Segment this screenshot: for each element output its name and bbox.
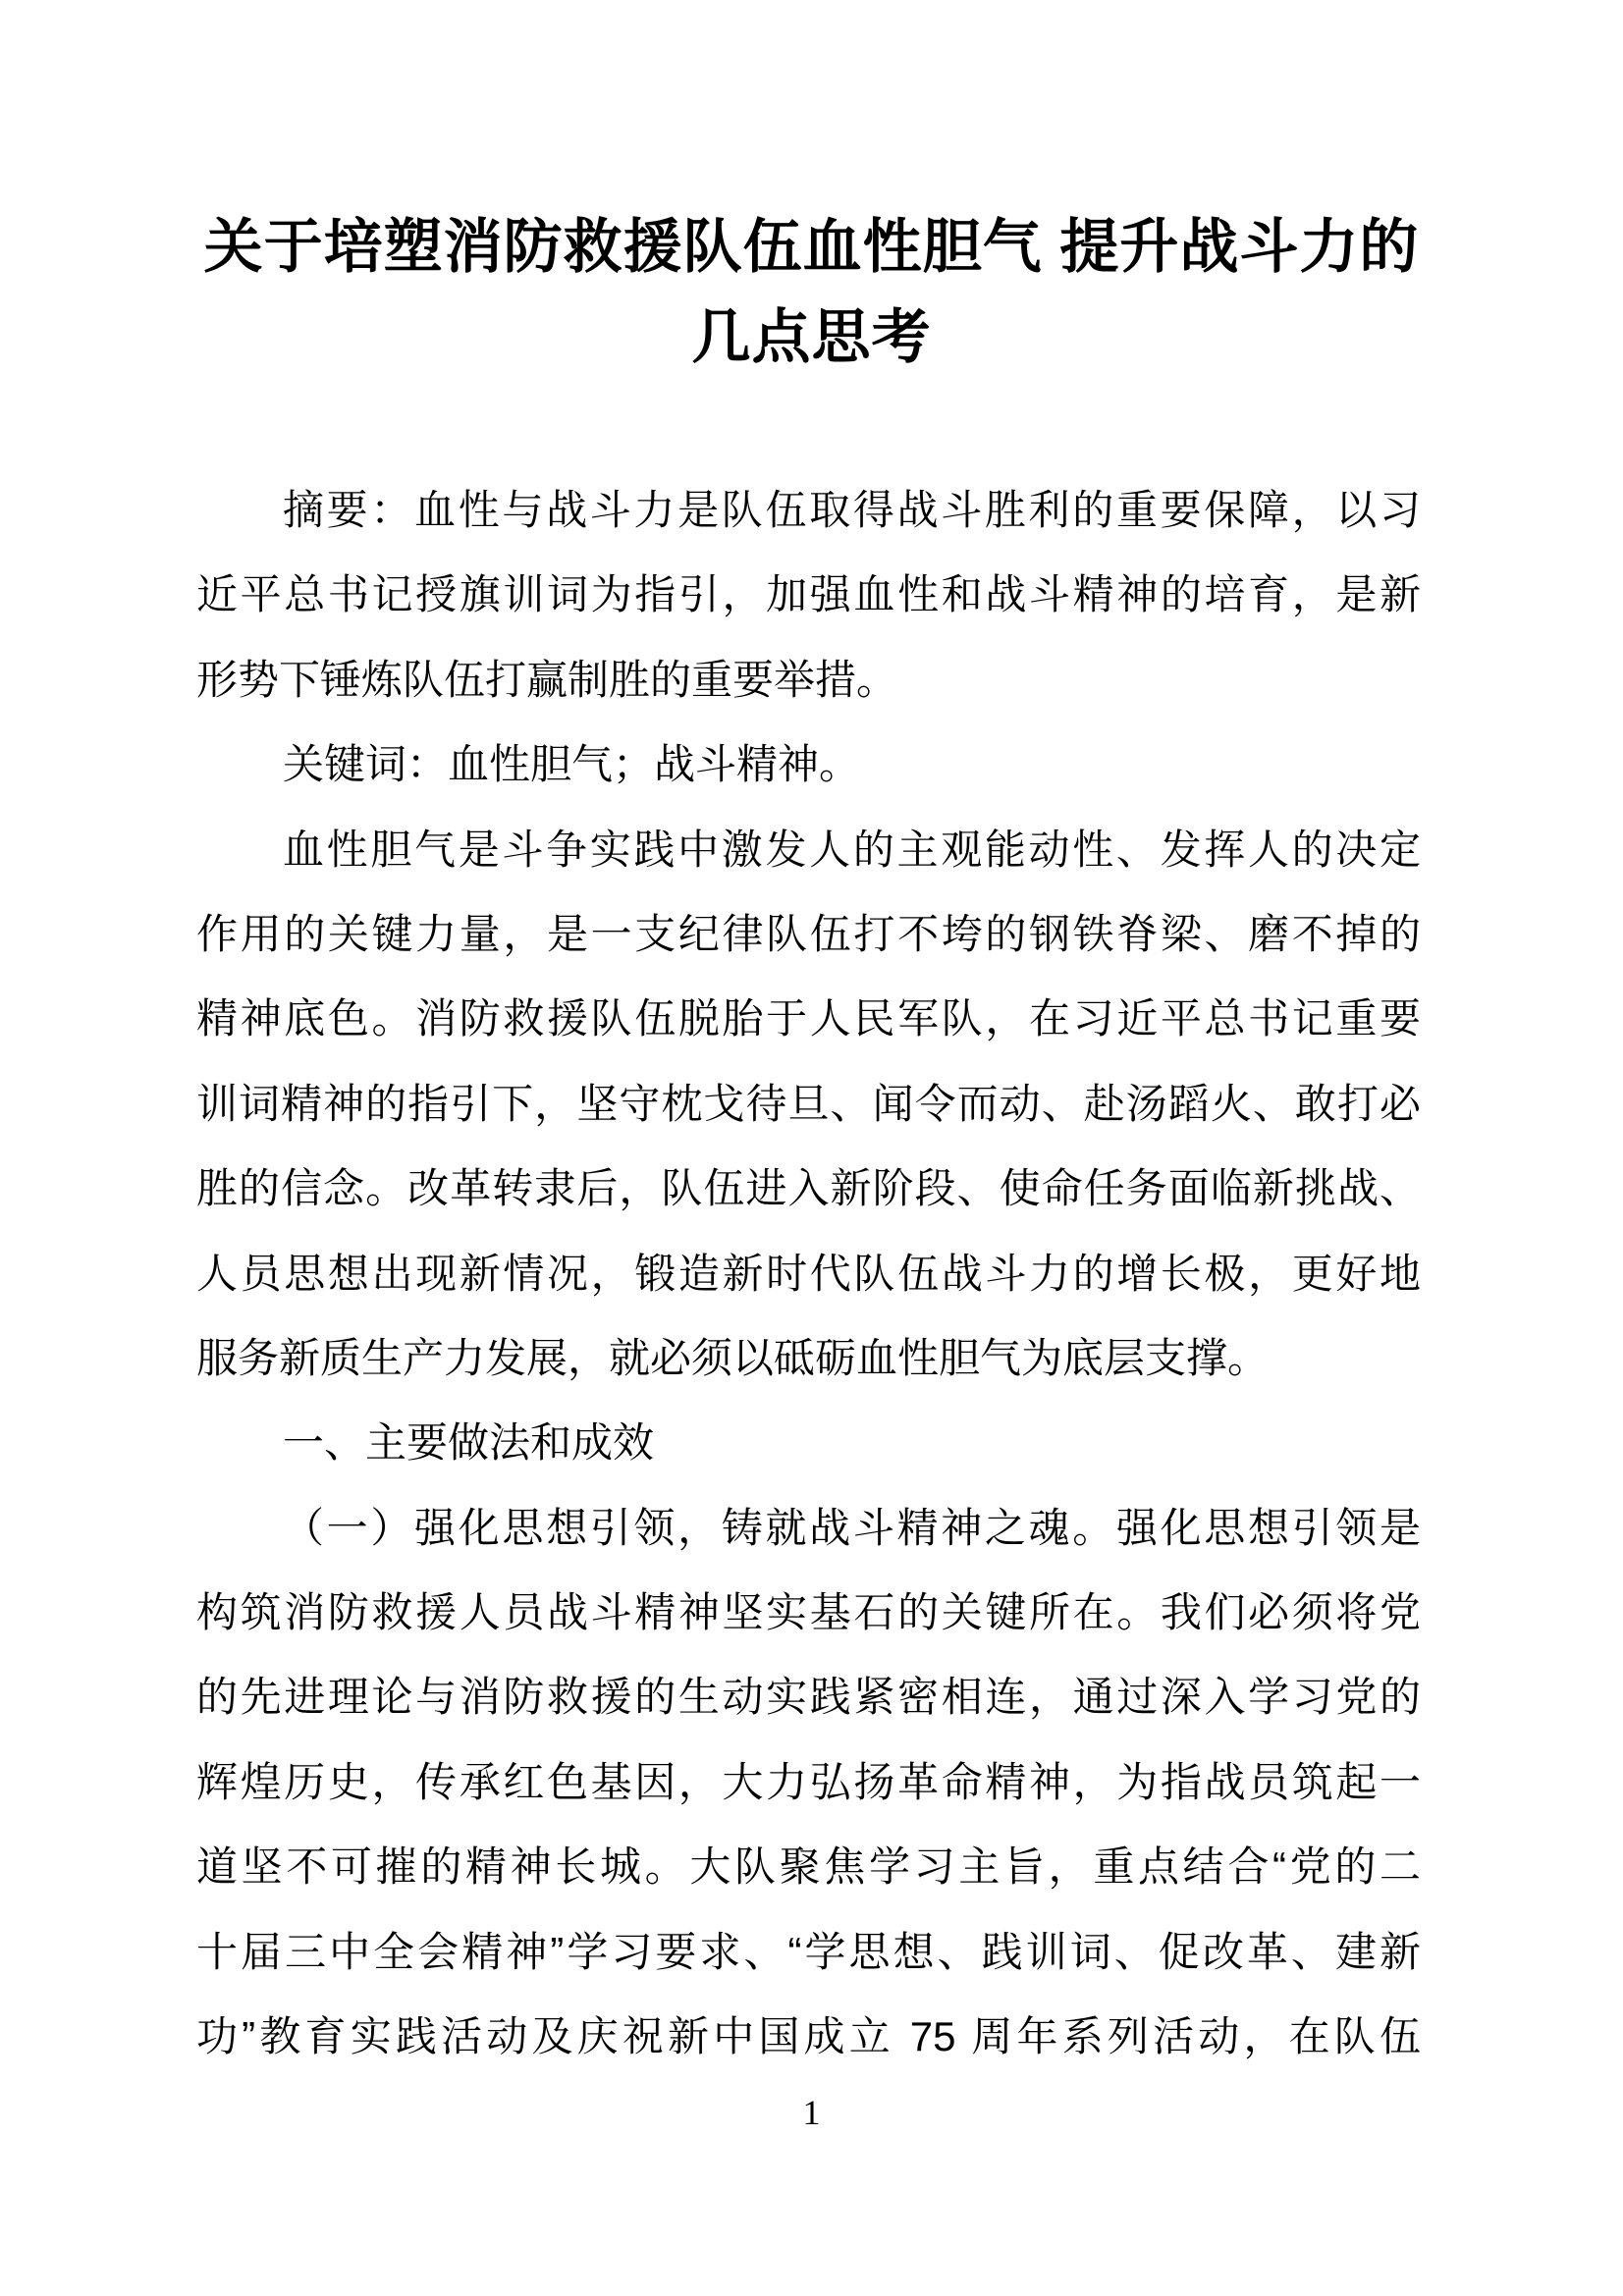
body-line: 十届三中全会精神”学习要求、“学思想、践训词、促改革、建新 — [196, 1928, 1421, 1975]
body-line: 摘要：血性与战斗力是队伍取得战斗胜利的重要保障，以习 — [283, 487, 1421, 533]
body-line: 精神底色。消防救援队伍脱胎于人民军队，在习近平总书记重要 — [196, 995, 1421, 1042]
title-line-1: 关于培塑消防救援队伍血性胆气 提升战斗力的 — [203, 214, 1420, 280]
body-line: 构筑消防救援人员战斗精神坚实基石的关键所在。我们必须将党 — [196, 1589, 1421, 1636]
body-line: 服务新质生产力发展，就必须以砥砺血性胆气为底层支撑。 — [196, 1334, 1270, 1381]
body-line: 作用的关键力量，是一支纪律队伍打不垮的钢铁脊梁、磨不掉的 — [196, 910, 1421, 957]
body-line: 胜的信念。改革转隶后，队伍进入新阶段、使命任务面临新挑战、 — [196, 1165, 1421, 1212]
body-line: 人员思想出现新情况，锻造新时代队伍战斗力的增长极，更好地 — [196, 1250, 1421, 1297]
body-line: 辉煌历史，传承红色基因，大力弘扬革命精神，为指战员筑起一 — [196, 1758, 1421, 1805]
body-line: 血性胆气是斗争实践中激发人的主观能动性、发挥人的决定 — [283, 826, 1421, 873]
body-line: 形势下锤炼队伍打赢制胜的重要举措。 — [196, 656, 898, 703]
title-line-2: 几点思考 — [691, 304, 932, 370]
document-title — [0, 202, 1623, 383]
body-line: （一）强化思想引领，铸就战斗精神之魂。强化思想引领是 — [283, 1504, 1421, 1551]
page-number: 1 — [802, 2093, 821, 2132]
body-line: 道坚不可摧的精神长城。大队聚焦学习主旨，重点结合“党的二 — [196, 1843, 1421, 1891]
body-line: 关键词：血性胆气；战斗精神。 — [283, 741, 861, 788]
document-body — [196, 468, 1421, 2079]
body-line: 的先进理论与消防救援的生动实践紧密相连，通过深入学习党的 — [196, 1674, 1421, 1721]
body-line: 训词精神的指引下，坚守枕戈待旦、闻令而动、赴汤蹈火、敢打必 — [196, 1080, 1421, 1127]
body-line: 近平总书记授旗训词为指引，加强血性和战斗精神的培育，是新 — [196, 571, 1421, 618]
section-heading: 一、主要做法和成效 — [283, 1419, 655, 1467]
body-line: 功”教育实践活动及庆祝新中国成立 75 周年系列活动，在队伍 — [196, 2013, 1421, 2060]
